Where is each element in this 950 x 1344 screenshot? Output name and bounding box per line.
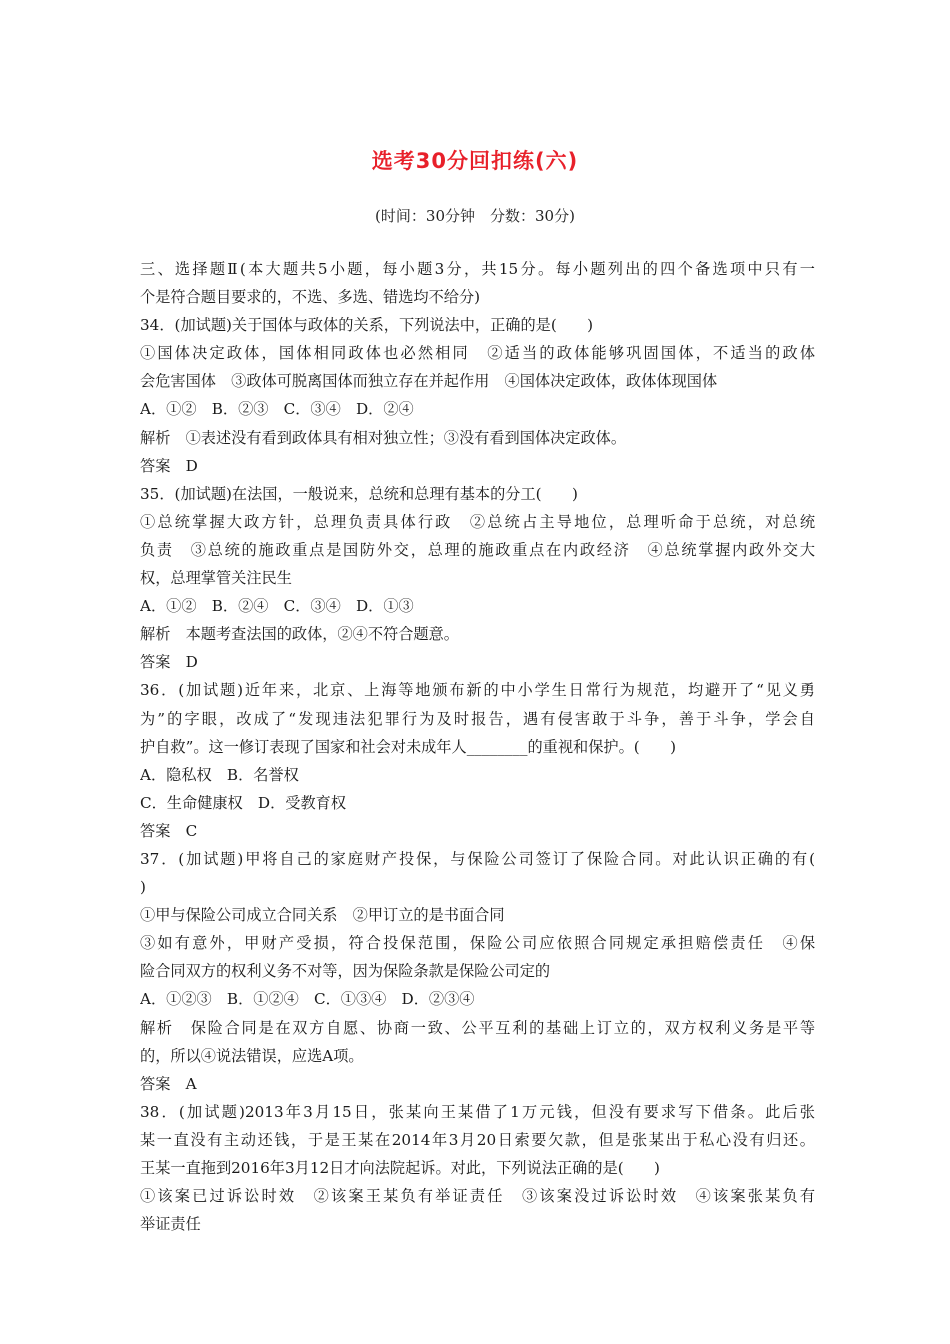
text-line: 36．(加试题)近年来，北京、上海等地颁布新的中小学生日常行为规范，均避开了“见义勇 <box>140 681 815 700</box>
text-line: 会危害国体 ③政体可脱离国体而独立存在并起作用 ④国体决定政体，政体体现国体 <box>140 372 718 391</box>
text-line: A．隐私权 B．名誉权 <box>140 765 299 784</box>
text-line: ①国体决定政体，国体相同政体也必然相同 ②适当的政体能够巩固国体，不适当的政体 <box>140 344 815 363</box>
text-line: 37．(加试题)甲将自己的家庭财产投保，与保险公司签订了保险合同。对此认识正确的有( <box>140 849 815 868</box>
text-line: A．①② B．②③ C．③④ D．②④ <box>140 400 414 419</box>
text-line: 举证责任 <box>140 1215 201 1234</box>
text-line: 解析 本题考查法国的政体，②④不符合题意。 <box>140 625 459 644</box>
text-line: ①该案已过诉讼时效 ②该案王某负有举证责任 ③该案没过诉讼时效 ④该案张某负有 <box>140 1187 815 1206</box>
text-line: 38．(加试题)2013年3月15日，张某向王某借了1万元钱，但没有要求写下借条。此后张 <box>140 1102 815 1121</box>
text-line: 答案 D <box>140 456 198 475</box>
text-line: ①甲与保险公司成立合同关系 ②甲订立的是书面合同 <box>140 906 505 925</box>
text-line: 答案 C <box>140 821 198 840</box>
time-score-subtitle: (时间：30分钟 分数：30分) <box>375 207 575 225</box>
text-line: 的，所以④说法错误，应选A项。 <box>140 1046 364 1065</box>
text-line: 为”的字眼，改成了“发现违法犯罪行为及时报告，遇有侵害敢于斗争，善于斗争，学会自 <box>140 709 815 728</box>
text-line: ③如有意外，甲财产受损，符合投保范围，保险公司应依照合同规定承担赔偿责任 ④保 <box>140 934 815 953</box>
text-line: 解析 保险合同是在双方自愿、协商一致、公平互利的基础上订立的，双方权利义务是平等 <box>140 1018 815 1037</box>
text-line: 权，总理掌管关注民生 <box>140 569 292 588</box>
text-line: 负责 ③总统的施政重点是国防外交，总理的施政重点在内政经济 ④总统掌握内政外交大 <box>140 540 815 559</box>
text-line: A．①② B．②④ C．③④ D．①③ <box>140 597 414 616</box>
text-line: 险合同双方的权利义务不对等，因为保险条款是保险公司定的 <box>140 962 551 981</box>
text-line: 解析 ①表述没有看到政体具有相对独立性；③没有看到国体决定政体。 <box>140 428 626 447</box>
text-line: 35．(加试题)在法国，一般说来，总统和总理有基本的分工( ) <box>140 484 578 503</box>
page-title: 选考30分回扣练(六) <box>371 149 579 173</box>
text-line: 个是符合题目要求的，不选、多选、错选均不给分) <box>140 288 481 307</box>
text-line: ①总统掌握大政方针，总理负责具体行政 ②总统占主导地位，总理听命于总统，对总统 <box>140 512 815 531</box>
document-body <box>140 255 815 1238</box>
text-line: 王某一直拖到2016年3月12日才向法院起诉。对此，下列说法正确的是( ) <box>140 1159 660 1177</box>
text-line: 答案 D <box>140 653 198 672</box>
text-line: C．生命健康权 D．受教育权 <box>140 793 347 812</box>
text-line: 某一直没有主动还钱，于是王某在2014年3月20日索要欠款，但是张某出于私心没有归还。 <box>140 1130 815 1149</box>
text-line: 三、选择题Ⅱ(本大题共5小题，每小题3分，共15分。每小题列出的四个备选项中只有一 <box>140 260 815 278</box>
text-line: 护自救”。这一修订表现了国家和社会对未成年人________的重视和保护。( ) <box>140 737 676 756</box>
text-line: 答案 A <box>140 1074 197 1093</box>
text-line: A．①②③ B．①②④ C．①③④ D．②③④ <box>140 990 475 1009</box>
text-line: ) <box>140 878 146 897</box>
text-line: 34．(加试题)关于国体与政体的关系，下列说法中，正确的是( ) <box>140 316 594 335</box>
